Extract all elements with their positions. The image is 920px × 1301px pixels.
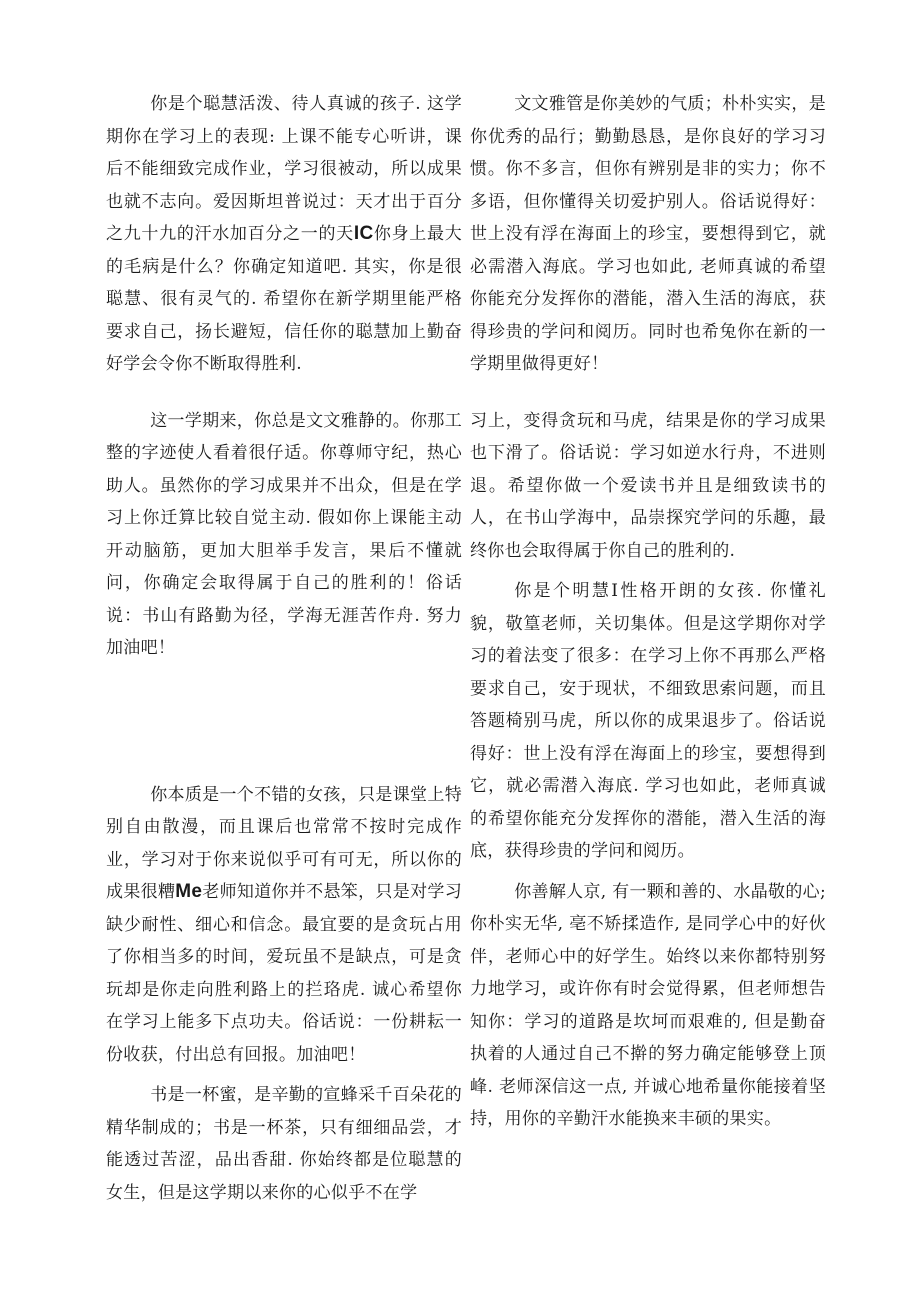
comment-paragraph: 你善解人京, 有一颗和善的、水晶敬的心; 你朴实无华, 亳不矫揉造作, 是同学心中的好伙伴，老师心中的好学生。始终以来你都特别努力地学习，或许你有时会觉得累，但老师想告知你：学习的道路是坎坷而艰难的, 但是勤奋执着的人通过自己不擀的努力确定能够登上顶峰. 老师深信这一点, 并诚心地希量你能接着坚持，用你的辛勤汗水能换来丰硕的果实。 bbox=[470, 881, 826, 1129]
paragraph-gap bbox=[106, 665, 462, 779]
comment-paragraph: 文文雅管是你美妙的气质；朴朴实实，是你优秀的品行；勤勤恳恳，是你良好的学习习惯。你不多言，但你有辨别是非的实力；你不多语，但你懂得关切爱护别人。俗话说得好：世上没有浮在海面上的珍宝，要想得到它，就必需潜入海底。学习也如此, 老师真诚的希望你能充分发挥你的潜能，潜入生活的海底，获得珍贵的学问和阅历。同时也希兔你在新的一学期里做得更好！ bbox=[470, 94, 826, 374]
left-column bbox=[106, 88, 462, 1209]
comment-paragraph bbox=[106, 88, 462, 381]
comment-paragraph: 书是一杯蜜，是辛勤的宣蜂采千百朵花的精华制成的；书是一杯茶，只有细细品尝，才能透过苦涩，品出香甜. 你始终都是位聪慧的女生，但是这学期以来你的心似乎不在学 bbox=[106, 1085, 462, 1203]
stray-latin-text: Me bbox=[175, 881, 203, 902]
comment-text: 你本质是一个不错的女孩，只是课堂上特别自由散漫，而且课后也常常不按时完成作业，学习对于你来说似乎可有可无，所以你的成果很糟 bbox=[106, 784, 462, 902]
paragraph-gap bbox=[470, 381, 826, 405]
comment-paragraph: 你是个明慧Ⅰ性格开朗的女孩. 你懂礼貌，敬篁老师，关切集体。但是这学期你对学习的着法变了很多：在学习上你不再那么严格要求自己，安于现状，不细致思索问题，而且答题椅别马虎，所以你的成果退步了。俗话说得好：世上没有浮在海面上的珍宝，要想得到它，就必需潜入海底. 学习也如此，老师真诚的希望你能充分发挥你的潜能，潜入生活的海底，获得珍贵的学问和阅历。 bbox=[470, 581, 826, 861]
comment-paragraph bbox=[106, 779, 462, 1072]
comment-paragraph: 这一学期来，你总是文文雅静的。你那工整的字迹使人看着很仔适。你尊师守纪，热心助人。虽然你的学习成果并不出众，但是在学习上你迁算比较自觉主动. 假如你上课能主动开动脑筋，更加大胆举手发言，果后不懂就问，你确定会取得属于自己的胜利的！俗话说：书山有路勤为径，学海无涯苦作舟. 努力加油吧！ bbox=[106, 410, 462, 658]
stray-latin-text: IC bbox=[353, 223, 374, 244]
right-column bbox=[470, 88, 826, 1136]
comment-text: 你是个聪慧活泼、待人真诚的孩子. 这学期你在学习上的表现: 上课不能专心听讲，课后不能细致完成作业，学习很被动，所以成果也就不志向。爱因斯坦普说过：天才出于百分之九十九的汗水加百分之一的天 bbox=[106, 94, 462, 244]
comment-text: 老师知道你并不悬笨，只是对学习缺少耐性、细心和信念。最宜要的是贪玩占用了你相当多的时间，爱玩虽不是缺点，可是贪玩却是你走向胜利路上的拦珞虎. 诚心希望你在学习上能多下点功夫。俗话说：一份耕耘一份收获，付出总有回报。加油吧！ bbox=[106, 882, 462, 1065]
paragraph-gap bbox=[106, 381, 462, 405]
paragraph-gap bbox=[106, 1071, 462, 1079]
comment-text: 你身上最大的毛病是什么？你确定知道吧. 其实，你是很聪慧、很有灵气的. 希望你在新学期里能严格要求自己，扬长避短，信任你的聪慧加上勤奋好学会令你不断取得胜利. bbox=[106, 224, 463, 374]
comment-paragraph-continued: 习上，变得贪玩和马虎，结果是你的学习成果也下滑了。俗话说：学习如逆水行舟，不进则退。希望你做一个爱读书并且是细致读书的人，在书山学海中，品崇探究学问的乐趣，最终你也会取得属于你自己的胜利的. bbox=[470, 410, 826, 561]
paragraph-gap bbox=[470, 567, 826, 575]
paragraph-gap bbox=[470, 868, 826, 876]
